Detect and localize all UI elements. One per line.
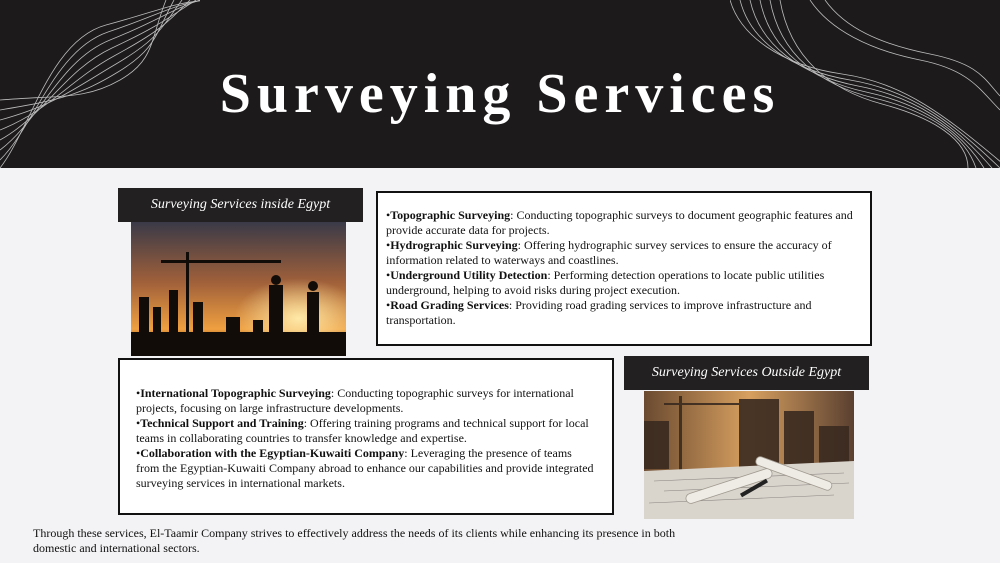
service-term: Topographic Surveying <box>390 208 511 222</box>
list-item: •Topographic Surveying: Conducting topographic surveys to document geographic features and provide accurate data for projects. <box>386 208 853 237</box>
service-term: Underground Utility Detection <box>390 268 548 282</box>
list-item: •Hydrographic Surveying: Offering hydrographic survey services to ensure the accuracy of information related to waterways and coastlines. <box>386 238 832 267</box>
list-item: •Technical Support and Training: Offering training programs and technical support for local teams in collaborating countries to transfer knowledge and expertise. <box>136 416 589 445</box>
service-description: : Providing road grading services to improve infrastructure and transportation. <box>386 298 812 327</box>
international-section-label: Surveying Services Outside Egypt <box>624 356 869 390</box>
international-services-box <box>118 358 614 515</box>
construction-sunset-photo <box>131 222 346 356</box>
service-term: Hydrographic Surveying <box>390 238 518 252</box>
service-description: : Conducting topographic surveys for international projects, focusing on large infrastructure developments. <box>136 386 574 415</box>
service-term: Road Grading Services <box>390 298 509 312</box>
domestic-section-label: Surveying Services inside Egypt <box>118 188 363 222</box>
page-title: Surveying Services <box>219 63 781 125</box>
service-description: : Performing detection operations to locate public utilities underground, helping to avoid risks during project execution. <box>386 268 825 297</box>
title-banner <box>0 0 1000 168</box>
list-item: •International Topographic Surveying: Conducting topographic surveys for international projects, focusing on large infrastructure developments. <box>136 386 574 415</box>
list-item: •Road Grading Services: Providing road grading services to improve infrastructure and transportation. <box>386 298 812 327</box>
domestic-services-box <box>376 191 872 346</box>
service-term: Technical Support and Training <box>140 416 304 430</box>
service-description: : Conducting topographic surveys to document geographic features and provide accurate data for projects. <box>386 208 853 237</box>
service-term: International Topographic Surveying <box>140 386 331 400</box>
service-description: : Leveraging the presence of teams from the Egyptian-Kuwaiti Company abroad to enhance our capabilities and provide integrated surveying services in international markets. <box>136 446 594 490</box>
list-item: •Collaboration with the Egyptian-Kuwaiti Company: Leveraging the presence of teams from the Egyptian-Kuwaiti Company abroad to enhance our capabilities and provide integrated surveying services in international markets. <box>136 446 594 490</box>
service-description: : Offering hydrographic survey services to ensure the accuracy of information related to waterways and coastlines. <box>386 238 832 267</box>
closing-statement: Through these services, El-Taamir Company strives to effectively address the needs of its clients while enhancing its presence in both domestic and international sectors. <box>33 526 676 555</box>
blueprints-construction-photo <box>644 391 854 519</box>
list-item: •Underground Utility Detection: Performing detection operations to locate public utilities underground, helping to avoid risks during project execution. <box>386 268 825 297</box>
service-term: Collaboration with the Egyptian-Kuwaiti Company <box>140 446 405 460</box>
service-description: : Offering training programs and technical support for local teams in collaborating countries to transfer knowledge and expertise. <box>136 416 589 445</box>
